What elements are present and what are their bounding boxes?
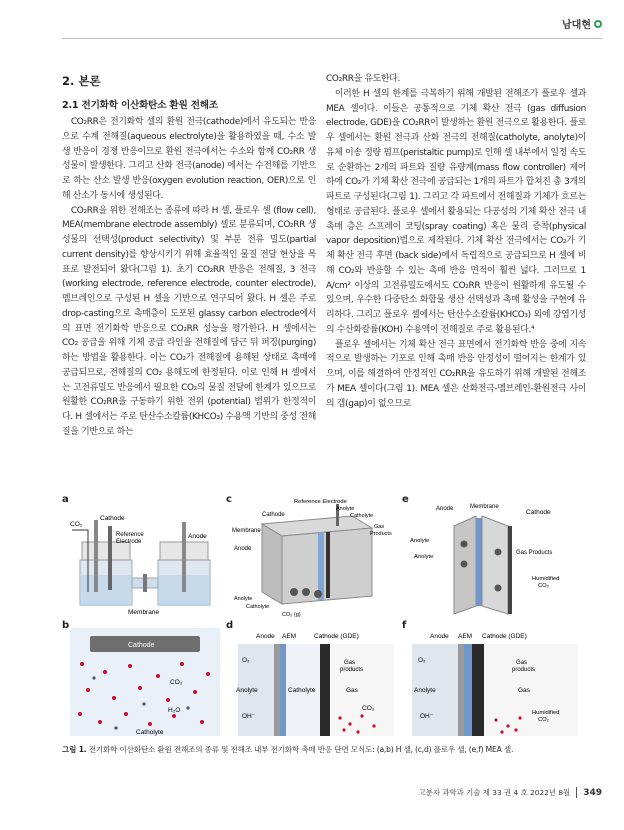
anode-label: Anode [234,546,252,552]
right-column [326,72,586,411]
anolyte-label-2: Anolyte [414,554,434,560]
circle-icon [594,20,602,28]
paragraph: CO₂RR은 전기화학 셀의 환원 전극(cathode)에서 유도되는 반응으로 수계 전해질(aqueous electrolyte)을 활용하였을 때, 수소 발생 반응이 경쟁 반응이므로 환원 전극에서는 수소와 함께 CO₂RR 생성물이 발생한다. 그리고 산화 전극(anode) 에서는 수전해를 기반으로 하는 산소 발생 반응(oxygen evolution reaction, OER)으로 인해 산소가 동시에 생성된다. [62,117,316,201]
anode-layer [458,644,464,736]
journal-info: 고분자 과학과 기술 제 33 권 4 호 2022년 8월 [418,788,571,797]
port-2 [461,561,468,568]
humidified-label-2: CO₂ [538,583,549,589]
paragraph: 플로우 셀에서는 기체 확산 전극 표면에서 전기화학 반응 중에 지속적으로 발생하는 기포로 인해 촉매 반응 안정성이 떨어지는 한계가 있으며, 이를 해결하여 안정적인 CO₂RR을 유도하기 위해 개발된 전해조가 MEA 셀이다(그림 1). MEA 셀은 산화전극-멤브레인-환원전극 사이의 갭(gap)이 없으므로 [326,339,586,409]
mea-membrane [476,518,482,606]
anode-label: Anode [436,506,454,512]
cathode-label: Cathode [262,512,285,518]
page-footer [419,787,602,798]
mea-gde [508,526,512,614]
anolyte-top-label: Anolyte [336,506,355,512]
gde-layer [320,644,330,736]
panel-e-mea-cell [406,496,584,618]
panel-label-d: d [226,620,234,631]
membrane-shape [143,574,147,592]
oh-label: OH⁻ [242,713,256,720]
humidified-label-1: Humidified [532,710,560,716]
section-title: 2. 본론 [62,74,101,88]
anode-layer [274,644,280,736]
port-1 [461,541,468,548]
ref-label-2: Electrode [116,539,142,545]
humidified-label-2: CO₂ [538,717,549,723]
reference-rod [108,526,112,590]
figure-1 [62,494,586,738]
aem-layer [280,644,286,736]
gas-label-1: Gas [374,524,385,530]
gas-products-label-1: Gas [344,660,356,666]
anode-label: Anode [256,633,275,640]
footer-divider [576,787,577,798]
membrane-label: Membrane [232,528,261,534]
panel-c-flow-cell [232,496,400,618]
co2-label: CO₂ [70,521,83,528]
panel-f-mea-section [406,628,584,738]
membrane-label: Membrane [128,609,160,616]
o2-label: O₂ [242,657,250,664]
panel-d-flow-section [232,628,400,738]
panel-a-h-cell [70,500,220,618]
panel-label-a: a [62,494,69,505]
left-column [62,72,316,440]
panel-label-c: c [226,494,232,505]
gde-layer [472,644,484,736]
co2g-label: CO₂ (g) [282,612,301,618]
cathode-label: Cathode (GDE) [314,633,359,640]
cathode-label: Cathode (GDE) [482,633,527,640]
caption-text: 전기화학 이산화탄소 환원 전해조의 종류 및 전해조 내부 전기화학 촉매 반응 단면 모식도: (a,b) H 셀, (c,d) 플로우 셀, (e,f) MEA 셀. [88,745,514,754]
port-1 [290,588,298,596]
flow-cell-side [262,524,282,604]
cathode-label: Cathode [128,642,155,649]
aem-label: AEM [282,633,297,640]
panel-b-h-cell-section [70,628,220,738]
oh-label: OH⁻ [420,713,434,720]
ref-label-1: Reference [116,532,144,538]
gas-products-label: Gas Products [516,550,553,556]
caption-label: 그림 1. [62,745,87,754]
ref-label: Reference Electrode [294,499,347,505]
cathode-rod [94,520,98,592]
port-3 [495,549,502,556]
running-header [562,16,602,31]
anolyte-label: Anolyte [236,687,258,694]
anode-label: Anode [188,533,207,540]
gas-region [330,644,394,736]
gas-label: Gas [518,687,530,694]
port-2 [302,588,310,596]
o2-label: O₂ [418,657,426,664]
anode-label: Anode [430,633,449,640]
gas-products-label-2: products [512,667,536,673]
panel-label-e: e [402,494,409,505]
panel-label-b: b [62,620,70,631]
catholyte-label: Catholyte [246,604,270,610]
port-4 [495,585,502,592]
figure-caption [62,744,586,755]
co2-label: CO₂ [362,705,375,712]
panel-label-f: f [402,620,407,631]
co2-label: CO₂ [170,679,183,686]
anode-rod [182,522,186,592]
gas-products-label-2: products [340,667,364,673]
membrane-layer [318,532,324,600]
port-3 [314,590,322,598]
gde-layer [326,532,330,598]
paragraph: CO₂RR을 유도한다. [326,74,400,84]
subsection-title: 2.1 전기화학 이산화탄소 환원 전해조 [62,100,218,111]
humidified-label-1: Humidified [532,576,560,582]
gas-label-2: Products [370,531,392,537]
page-number: 349 [583,787,602,798]
aem-layer [464,644,472,736]
gas-products-label-1: Gas [516,660,528,666]
gas-label: Gas [346,687,358,694]
header-rule [62,38,602,39]
membrane-label: Membrane [470,504,499,510]
author-name: 남대현 [562,20,591,31]
paragraph: 이러한 H 셀의 한계를 극복하기 위해 개발된 전해조가 플로우 셀과 MEA 셀이다. 이들은 공통적으로 기체 확산 전극 (gas diffusion electrode, GDE)을 CO₂RR이 발생하는 환원 전극으로 활용한다. 플로우 셀에서는 환원 전극과 산화 전극의 전해질(catholyte, anolyte)이 유체 이송 정량 펌프(peristaltic pump)로 인해 셀 내부에서 일정 속도로 순환하는 2개의 파트와 질량 유량계(mass flow controller) 제어 하에 CO₂가 기체 확산 전극에 공급되는 1개의 파트가 합쳐진 총 3개의 파트로 구성된다(그림 1). 그리고 각 파트에서 전해질과 기체가 흐르는 형태로 공급된다. 플로우 셀에서 활용되는 다공성의 기체 확산 전극 내 촉매 층은 스프레이 코팅(spray coating) 혹은 물리 증착(physical vapor deposition)법으로 제작된다. 기체 확산 전극에서는 CO₂가 기체 확산 전극 후면 (back side)에서 독립적으로 공급되므로 H 셀에 비해 CO₂와 반응할 수 있는 촉매 반응 면적이 훨씬 넓다. 그러므로 1 A/cm² 이상의 고전류밀도에서도 CO₂RR 반응이 원활하게 유도될 수 있으며, 우수한 다중탄소 화합물 생산 선택성과 촉매 활성을 구현에 유리하다. 그리고 플로우 셀에서는 탄산수소칼륨(KHCO₃) 외에 강염기성의 수산화칼륨(KOH) 수용액이 전해질로 주로 활용된다.⁴ [326,88,586,335]
catholyte-label: Catholyte [288,687,316,694]
catholyte-top-label: Catholyte [350,513,374,519]
anolyte-label: Anolyte [414,687,436,694]
aem-label: AEM [458,633,473,640]
anolyte-label: Anolyte [234,596,253,602]
gas-region [484,644,578,736]
cathode-label: Cathode [526,509,551,516]
paragraph: CO₂RR을 위한 전해조는 종류에 따라 H 셀, 플로우 셀 (flow cell), MEA(membrane electrode assembly) 셀로 분류되며, CO₂RR 생성물의 선택성(product selectivity) 및 부분 전류 밀도(partial current density)를 향상시키기 위해 효율적인 물질 전달 현상을 목표로 발전되어 왔다(그림 1). 초기 CO₂RR 반응은 전해질, 3 전극(working electrode, reference electrode, counter electrode), 멤브레인으로 구성된 H 셀을 기반으로 연구되어 왔다. H 셀은 주로 drop-casting으로 촉매층이 도포된 glassy carbon electrode에서의 표면 전기화학 반응으로 CO₂RR 성능을 평가한다. H 셀에서는 CO₂ 공급을 위해 기체 공급 라인을 전해질에 담근 뒤 퍼징(purging) 하는 방법을 활용한다. 이는 CO₂가 전해질에 용해된 상태로 촉매에 공급되므로, 전해질의 CO₂ 용해도에 한정된다. 이로 인해 H 셀에서는 고전류밀도 반응에서 필요한 CO₂의 물질 전달에 한계가 있으므로 원활한 CO₂RR을 구동하기 위한 전위 (potential) 범위가 한정적이다. H 셀에서는 주로 탄산수소칼륨(KHCO₃) 수용액 기반의 중성 전해질을 기반으로 하는 [62,205,316,437]
catholyte-label: Catholyte [136,729,164,736]
anolyte-label-1: Anolyte [410,538,430,544]
mea-cathode-plate [482,516,508,614]
cathode-label: Cathode [100,515,125,522]
h2o-label: H₂O [168,707,181,714]
